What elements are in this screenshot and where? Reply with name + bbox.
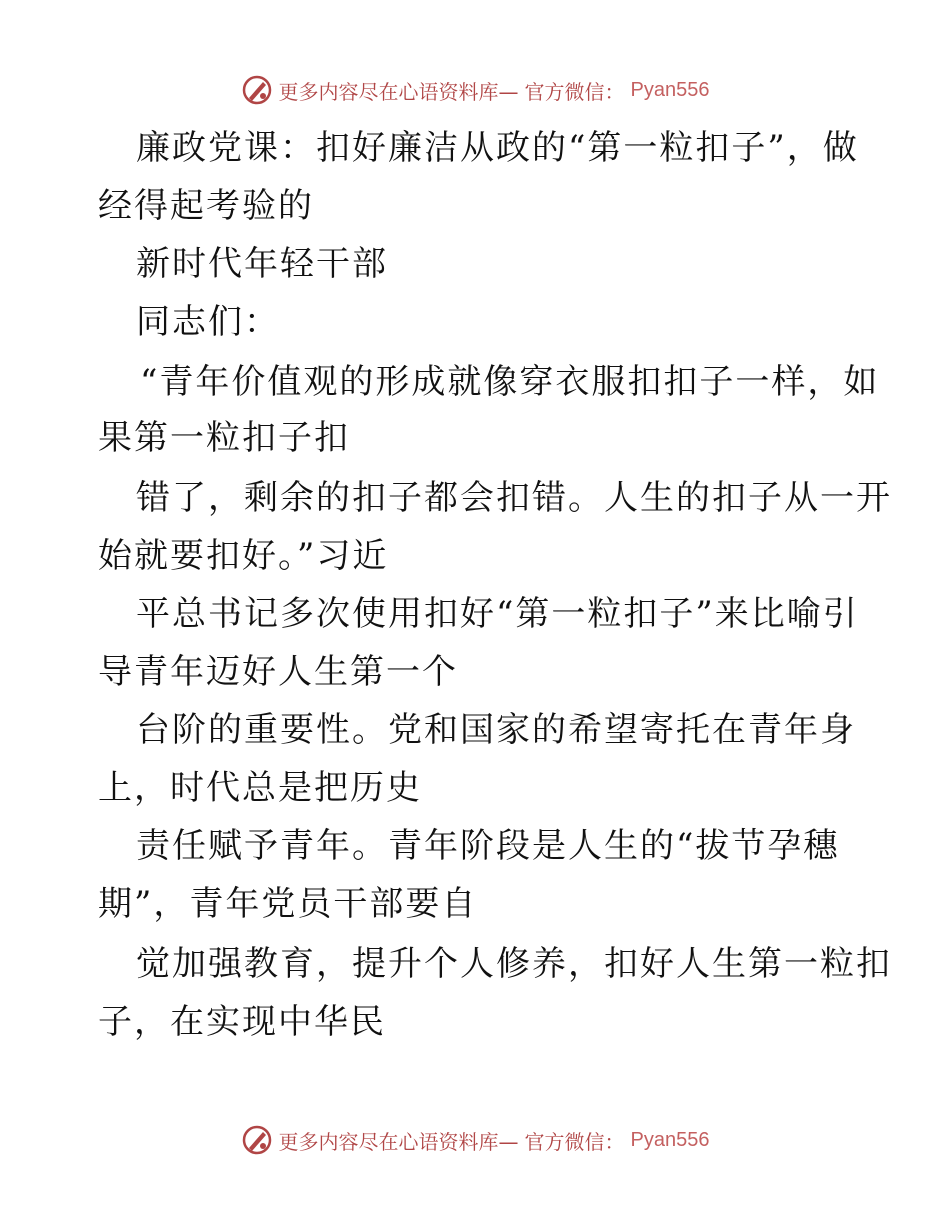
text-line: 导青年迈好人生第一个 <box>98 652 458 692</box>
text-line: 经得起考验的 <box>98 186 314 226</box>
watermark-text: 更多内容尽在心语资料库— <box>278 1129 519 1154</box>
text-line: “青年价值观的形成就像穿衣服扣扣子一样，如 <box>140 362 880 402</box>
text-line: 子，在实现中华民 <box>98 1002 386 1042</box>
text-line: 上，时代总是把历史 <box>98 768 422 808</box>
text-line: 廉政党课：扣好廉洁从政的“第一粒扣子”，做 <box>136 128 859 168</box>
pen-logo-icon <box>241 74 273 106</box>
text-line: 台阶的重要性。党和国家的希望寄托在青年身 <box>136 710 856 750</box>
watermark-header <box>0 70 950 110</box>
watermark-wechat-label: 官方微信： <box>524 79 625 104</box>
text-line: 果第一粒扣子扣 <box>98 418 350 458</box>
watermark-text: 更多内容尽在心语资料库— <box>278 79 519 104</box>
text-line: 责任赋予青年。青年阶段是人生的“拔节孕穗 <box>136 826 840 866</box>
watermark-wechat-id: Pyan556 <box>630 78 710 101</box>
text-line: 期”，青年党员干部要自 <box>98 884 478 924</box>
text-line: 始就要扣好。”习近 <box>98 536 389 576</box>
text-line: 觉加强教育，提升个人修养，扣好人生第一粒扣 <box>136 944 892 984</box>
watermark-footer <box>0 1120 950 1160</box>
text-line: 平总书记多次使用扣好“第一粒扣子”来比喻引 <box>136 594 859 634</box>
pen-logo-icon <box>241 1124 273 1156</box>
text-line: 同志们： <box>136 302 280 342</box>
text-line: 错了，剩余的扣子都会扣错。人生的扣子从一开 <box>136 478 892 518</box>
watermark-wechat-label: 官方微信： <box>524 1129 625 1154</box>
text-line: 新时代年轻干部 <box>136 244 388 284</box>
watermark-wechat-id: Pyan556 <box>630 1128 710 1151</box>
